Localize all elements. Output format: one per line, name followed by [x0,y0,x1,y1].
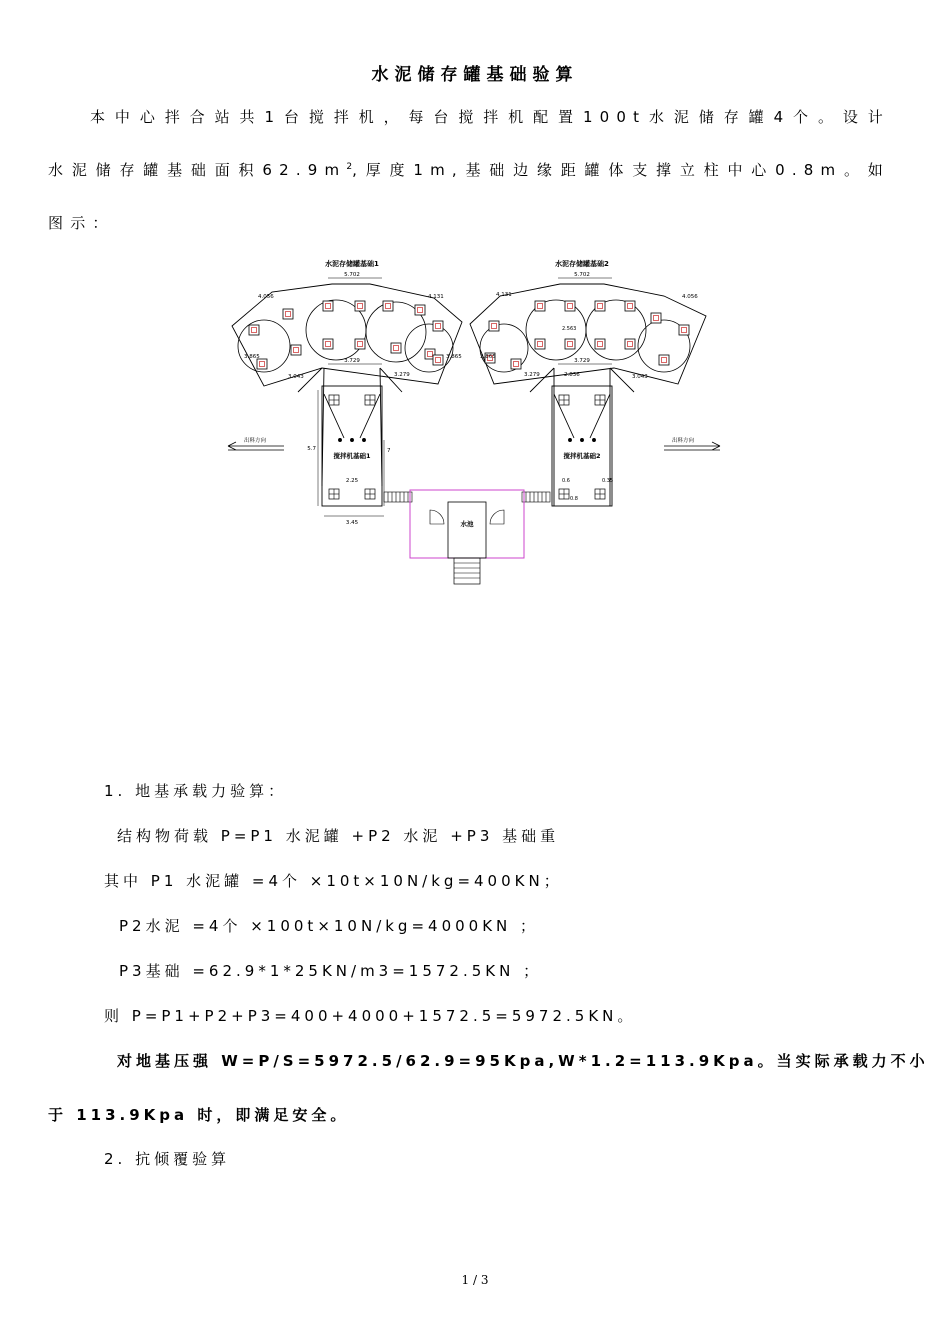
dim-3279-right: 3.279 [524,372,540,378]
dim-3043-right: 3.043 [632,374,648,380]
total-line: 则 P=P1+P2+P3=400+4000+1572.5=5972.5KN。 [104,1007,637,1025]
label-pool: 水池 [460,520,474,528]
dim-5702-right: 5.702 [574,272,590,278]
dim-5702-left: 5.702 [344,272,360,278]
dim-3729-left: 3.729 [344,358,360,364]
page-number: 1 / 3 [461,1273,489,1287]
label-out-right: 出料方向 [672,438,695,444]
dim-0-8: 0.8 [570,496,578,502]
intro-line-3: 图示： [48,214,115,232]
dim-5-7: 5.7 [307,446,316,452]
pressure-line-1: 对地基压强 W=P/S=5972.5/62.9=95Kpa,W*1.2=113.9Kpa。当实际承载力不小 [117,1052,929,1070]
dim-2-25: 2.25 [345,478,359,484]
load-formula: 结构物荷载 P=P1 水泥罐 +P2 水泥 +P3 基础重 [117,827,560,845]
p1-line: 其中 P1 水泥罐 =4个 ×10t×10N/kg=400KN； [104,872,563,890]
label-base2: 水泥存储罐基础2 [555,260,609,268]
dim-3279-left: 3.279 [394,372,410,378]
dim-3043-left: 3.043 [288,374,304,380]
dim-4056-right: 4.056 [682,294,698,300]
document-title: 水泥储存罐基础验算 [371,65,579,85]
pressure-line-2: 于 113.9Kpa 时，即满足安全。 [48,1106,350,1124]
dim-2-836: 2.836 [564,372,580,378]
intro-thickness: ,厚度1m,基础边缘距罐体支撑立柱中心0.8m。如 [352,161,890,179]
foundation-drawing [224,254,728,589]
label-base1: 水泥存储罐基础1 [325,260,379,268]
dim-3865-a: 3.865 [244,354,260,360]
dim-0-35: 0.35 [602,478,614,484]
dim-2-563: 2.563 [562,326,577,332]
label-mixer2: 搅拌机基础2 [563,452,601,460]
label-out-left: 出料方向 [244,438,267,444]
dim-3729-right: 3.729 [574,358,590,364]
label-mixer1: 搅拌机基础1 [333,452,371,460]
dim-0-6: 0.6 [562,478,570,484]
conveyor [384,492,550,502]
intro-area: 水泥储存罐基础面积62.9m [48,161,347,179]
dim-4131-left: 4.131 [428,294,444,300]
out-arrows [228,442,720,450]
p3-line: P3基础 =62.9*1*25KN/m3=1572.5KN ； [119,962,543,980]
dim-3865-c: 3.865 [480,354,496,360]
section1-heading: 1. 地基承载力验算： [104,782,288,800]
dim-7: 7 [387,448,391,454]
dim-4056-left: 4.056 [258,294,274,300]
intro-line-1: 本中心拌合站共1台搅拌机，每台搅拌机配置100t水泥储存罐4个。设计 [90,108,890,126]
dim-3-45: 3.45 [345,520,359,526]
water-pool [410,490,524,584]
tank-foundation-2 [470,284,706,506]
intro-area-superscript: 2 [346,162,353,172]
dim-4131-right: 4.131 [496,292,512,298]
p2-line: P2水泥 =4个 ×100t×10N/kg=4000KN ； [119,917,540,935]
dim-3865-b: 3.865 [446,354,462,360]
intro-line-2 [48,159,890,180]
section2-heading: 2. 抗倾覆验算 [104,1150,231,1168]
